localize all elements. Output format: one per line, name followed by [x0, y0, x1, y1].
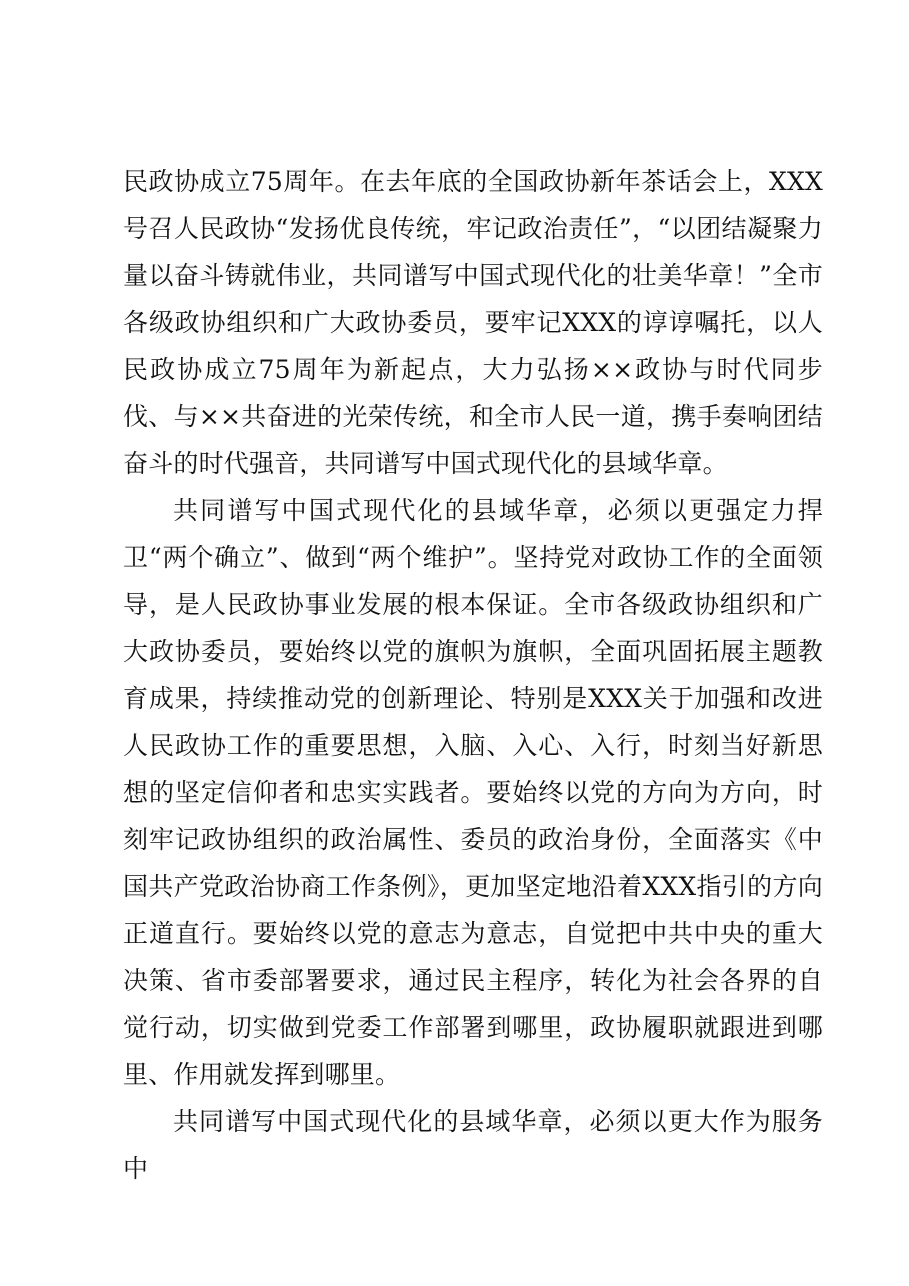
- paragraph-2: 共同谱写中国式现代化的县域华章，必须以更强定力捍卫“两个确立”、做到“两个维护”。坚持党对政协工作的全面领导，是人民政协事业发展的根本保证。全市各级政协组织和广大政协委员，要始终以党的旗帜为旗帜，全面巩固拓展主题教育成果，持续推动党的创新理论、特别是XXX关于加强和改进人民政协工作的重要思想，入脑、入心、入行，时刻当好新思想的坚定信仰者和忠实实践者。要始终以党的方向为方向，时刻牢记政协组织的政治属性、委员的政治身份，全面落实《中国共产党政治协商工作条例》，更加坚定地沿着XXX指引的方向正道直行。要始终以党的意志为意志，自觉把中共中央的重大决策、省市委部署要求，通过民主程序，转化为社会各界的自觉行动，切实做到党委工作部署到哪里，政协履职就跟进到哪里、作用就发挥到哪里。: [123, 496, 823, 1089]
- document-body: [123, 158, 823, 1192]
- paragraph-3: 共同谱写中国式现代化的县域华章，必须以更大作为服务中: [123, 1107, 823, 1183]
- paragraph-1: 民政协成立75周年。在去年底的全国政协新年茶话会上，XXX号召人民政协“发扬优良传统，牢记政治责任”，“以团结凝聚力量以奋斗铸就伟业，共同谱写中国式现代化的壮美华章！”全市各级政协组织和广大政协委员，要牢记XXX的谆谆嘱托，以人民政协成立75周年为新起点，大力弘扬××政协与时代同步伐、与××共奋进的光荣传统，和全市人民一道，携手奏响团结奋斗的时代强音，共同谱写中国式现代化的县域华章。: [123, 167, 823, 478]
